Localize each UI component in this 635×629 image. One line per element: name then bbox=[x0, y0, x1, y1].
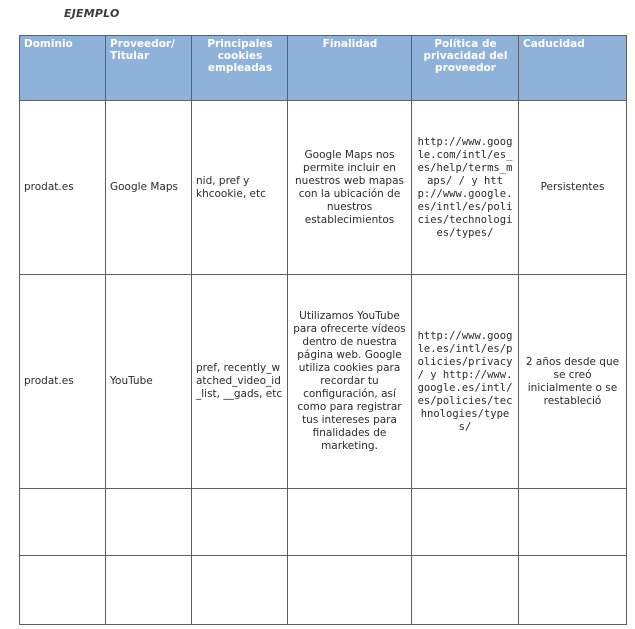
cell-finalidad bbox=[288, 489, 412, 556]
cell-finalidad bbox=[288, 556, 412, 625]
cell-proveedor: YouTube bbox=[106, 275, 192, 489]
table-row bbox=[20, 101, 627, 275]
document-heading: EJEMPLO bbox=[64, 7, 120, 20]
cell-politica bbox=[412, 489, 519, 556]
cell-finalidad: Utilizamos YouTube para ofrecerte vídeos dentro de nuestra página web. Google utiliza cookies para recordar tu configuración, así como para registrar tus intereses para finalidades de marketing. bbox=[288, 275, 412, 489]
cell-proveedor bbox=[106, 489, 192, 556]
cell-cookies: pref, recently_watched_video_id_list, __gads, etc bbox=[192, 275, 288, 489]
cell-dominio bbox=[20, 489, 106, 556]
cell-cookies bbox=[192, 556, 288, 625]
cell-proveedor: Google Maps bbox=[106, 101, 192, 275]
cell-dominio: prodat.es bbox=[20, 101, 106, 275]
cell-finalidad: Google Maps nos permite incluir en nuestros web mapas con la ubicación de nuestros establecimientos bbox=[288, 101, 412, 275]
cell-caducidad bbox=[519, 489, 627, 556]
column-header-cookies: Principales cookies empleadas bbox=[192, 36, 288, 101]
cell-caducidad: Persistentes bbox=[519, 101, 627, 275]
column-header-caducidad: Caducidad bbox=[519, 36, 627, 101]
table-header-row bbox=[20, 36, 627, 101]
cell-caducidad bbox=[519, 556, 627, 625]
table-row bbox=[20, 489, 627, 556]
cell-caducidad: 2 años desde que se creó inicialmente o se restableció bbox=[519, 275, 627, 489]
cell-politica: http://www.google.es/intl/es/policies/privacy / y http://www.google.es/intl/es/policies/technologies/types/ bbox=[412, 275, 519, 489]
cell-cookies bbox=[192, 489, 288, 556]
cell-politica bbox=[412, 556, 519, 625]
cell-proveedor bbox=[106, 556, 192, 625]
column-header-proveedor: Proveedor/ Titular bbox=[106, 36, 192, 101]
cell-cookies: nid, pref y khcookie, etc bbox=[192, 101, 288, 275]
column-header-finalidad: Finalidad bbox=[288, 36, 412, 101]
cell-dominio bbox=[20, 556, 106, 625]
cookies-table bbox=[19, 35, 627, 625]
cell-dominio: prodat.es bbox=[20, 275, 106, 489]
table-row bbox=[20, 275, 627, 489]
table-row bbox=[20, 556, 627, 625]
column-header-politica: Política de privacidad del proveedor bbox=[412, 36, 519, 101]
column-header-dominio: Dominio bbox=[20, 36, 106, 101]
cell-politica: http://www.google.com/intl/es_es/help/terms_maps/ / y http://www.google.es/intl/es/policies/technologies/types/ bbox=[412, 101, 519, 275]
